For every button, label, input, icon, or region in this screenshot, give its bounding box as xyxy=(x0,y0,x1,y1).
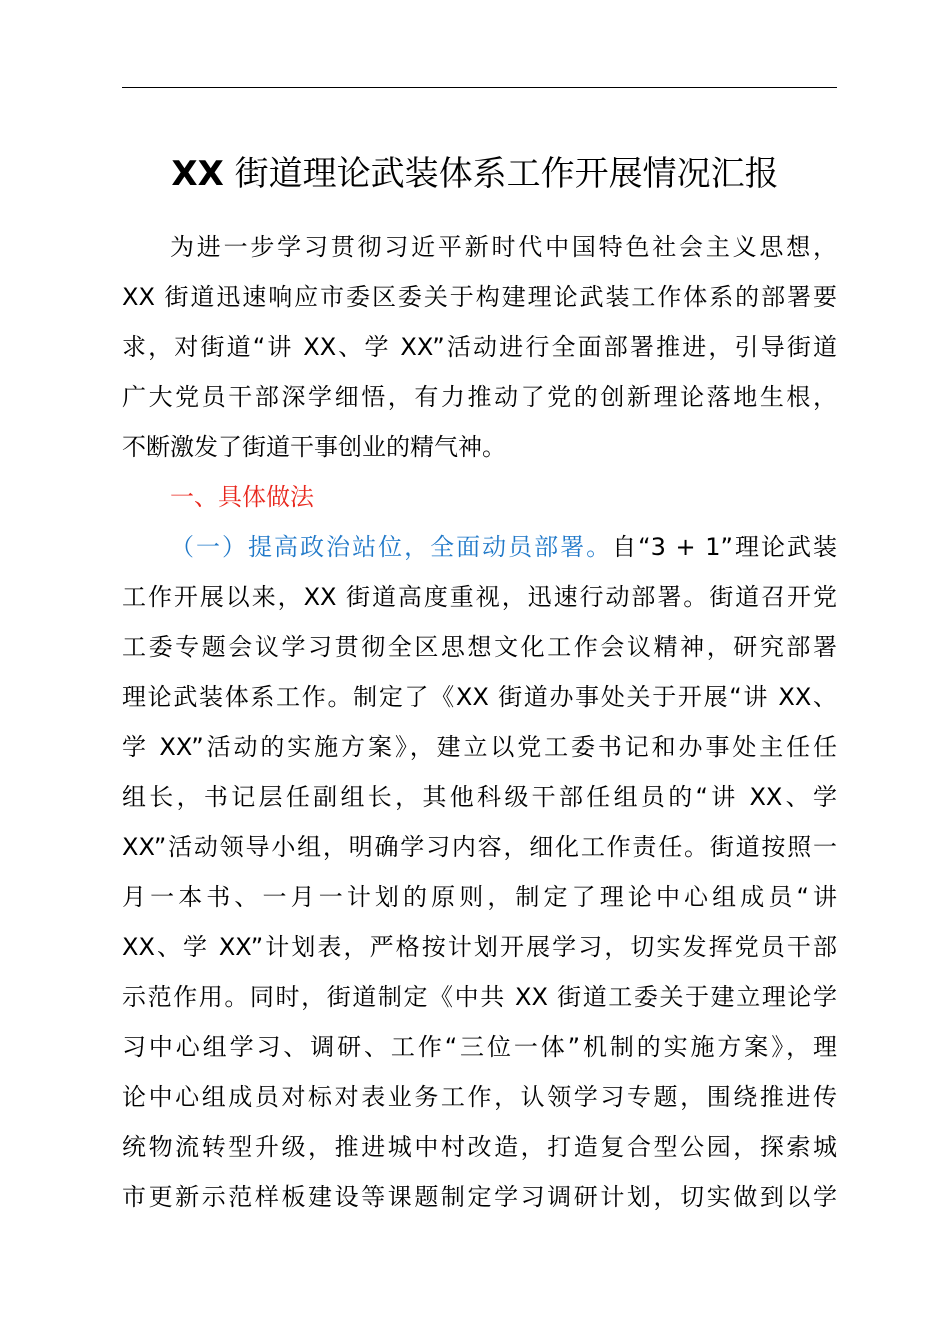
subsection-first-line-rest: 自“3 + 1”理论武装 xyxy=(612,533,837,561)
section-heading: 一、具体做法 xyxy=(170,483,314,511)
body-line-8: XX、学 XX”计划表，严格按计划开展学习，切实发挥党员干部 xyxy=(122,933,837,961)
document-title xyxy=(0,148,950,200)
body-line-13: 市更新示范样板建设等课题制定学习调研计划，切实做到以学 xyxy=(122,1183,837,1211)
body-line-2: 工委专题会议学习贯彻全区思想文化工作会议精神，研究部署 xyxy=(122,633,837,661)
body-line-10: 习中心组学习、调研、工作“三位一体”机制的实施方案》，理 xyxy=(122,1033,837,1061)
body-line-9: 示范作用。同时，街道制定《中共 XX 街道工委关于建立理论学 xyxy=(122,983,837,1011)
document-title-text: 街道理论武装体系工作开展情况汇报 xyxy=(234,154,779,194)
body-line-7: 月一本书、一月一计划的原则，制定了理论中心组成员“讲 xyxy=(122,883,837,911)
subsection-first-line xyxy=(170,522,837,572)
body-line-11: 论中心组成员对标对表业务工作，认领学习专题，围绕推进传 xyxy=(122,1083,837,1111)
intro-line-1: 为进一步学习贯彻习近平新时代中国特色社会主义思想， xyxy=(170,233,837,261)
intro-line-5: 不断激发了街道干事创业的精气神。 xyxy=(122,433,506,461)
body-line-1: 工作开展以来，XX 街道高度重视，迅速行动部署。街道召开党 xyxy=(122,583,837,611)
body-line-6: XX”活动领导小组，明确学习内容，细化工作责任。街道按照一 xyxy=(122,833,837,861)
intro-line-2: XX 街道迅速响应市委区委关于构建理论武装工作体系的部署要 xyxy=(122,283,837,311)
intro-line-3: 求，对街道“讲 XX、学 XX”活动进行全面部署推进，引导街道 xyxy=(122,333,837,361)
subsection-heading: （一）提高政治站位，全面动员部署。 xyxy=(170,533,613,561)
document-title-xx: XX xyxy=(171,154,224,194)
body-line-3: 理论武装体系工作。制定了《XX 街道办事处关于开展“讲 XX、 xyxy=(122,683,837,711)
body-line-4: 学 XX”活动的实施方案》，建立以党工委书记和办事处主任任 xyxy=(122,733,837,761)
body-line-5: 组长，书记层任副组长，其他科级干部任组员的“讲 XX、学 xyxy=(122,783,837,811)
header-rule xyxy=(122,87,837,88)
body-line-12: 统物流转型升级，推进城中村改造，打造复合型公园，探索城 xyxy=(122,1133,837,1161)
intro-line-4: 广大党员干部深学细悟，有力推动了党的创新理论落地生根， xyxy=(122,383,837,411)
